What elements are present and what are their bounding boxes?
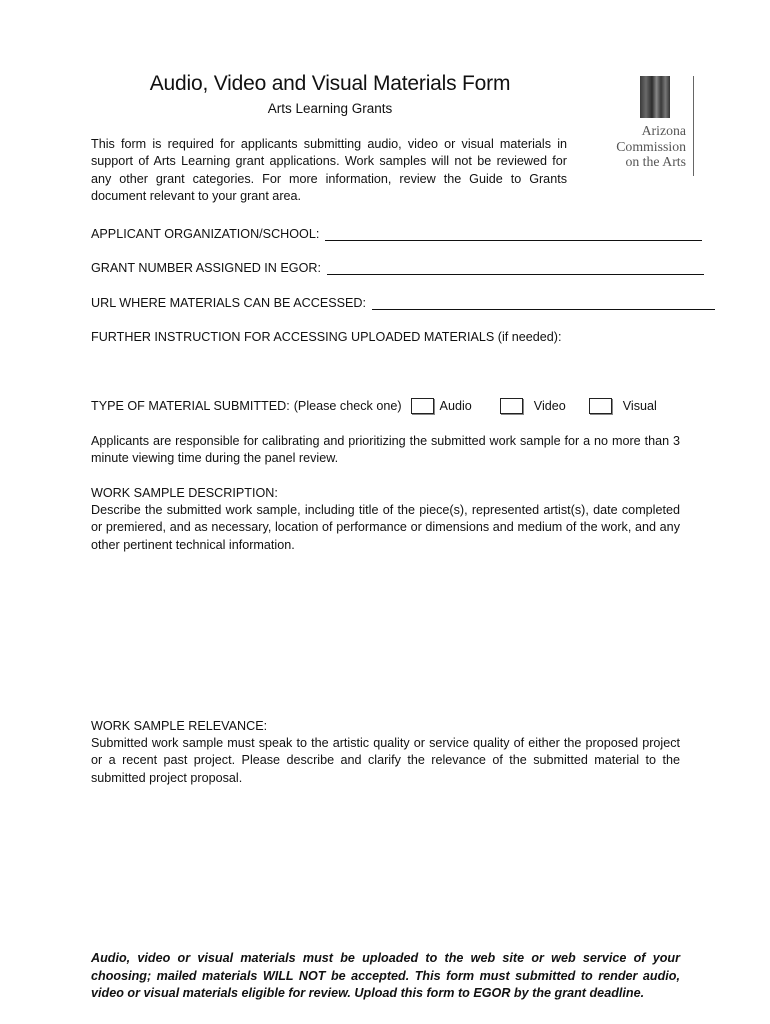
grant-number-input-line[interactable]	[327, 260, 704, 275]
relevance-heading: WORK SAMPLE RELEVANCE:	[91, 719, 268, 733]
description-heading: WORK SAMPLE DESCRIPTION:	[91, 486, 278, 500]
description-text: Describe the submitted work sample, including title of the piece(s), represented artist(s), date completed or premiered, and as necessary, location of performance or dimensions and medium of the work, and any other pertinent technical information.	[91, 503, 680, 552]
url-input-line[interactable]	[372, 295, 715, 310]
grant-number-field-row	[91, 260, 704, 275]
arizona-commission-logo	[600, 76, 696, 176]
visual-checkbox[interactable]	[589, 398, 612, 414]
form-title: Audio, Video and Visual Materials Form	[149, 72, 511, 95]
relevance-answer-area[interactable]	[91, 795, 680, 940]
material-type-label: TYPE OF MATERIAL SUBMITTED:	[91, 399, 290, 413]
audio-option-label: Audio	[439, 399, 472, 413]
intro-paragraph: This form is required for applicants submitting audio, video or visual materials in support of Arts Learning grant applications. Work samples will not be reviewed for any other grant categories. For more information, review the Guide to Grants document relevant to your grant area.	[91, 137, 567, 203]
grant-number-label: GRANT NUMBER ASSIGNED IN EGOR:	[91, 261, 321, 275]
description-answer-area[interactable]	[91, 560, 680, 710]
material-type-hint: (Please check one)	[293, 399, 402, 413]
organization-input-line[interactable]	[325, 226, 702, 241]
footer-notice: Audio, video or visual materials must be uploaded to the web site or web service of your choosing; mailed materials WILL NOT be accepted. This form must submitted to render audio, video or visual materials eligible for review. Upload this form to EGOR by the grant deadline.	[91, 951, 680, 1000]
relevance-text: Submitted work sample must speak to the artistic quality or service quality of either the proposed project or a recent past project. Please describe and clarify the relevance of the submitted material to the submitted project proposal.	[91, 736, 680, 785]
logo-text	[616, 123, 686, 170]
video-option-label: Video	[533, 399, 566, 413]
logo-line-1: Arizona	[641, 123, 686, 138]
visual-option-label: Visual	[622, 399, 657, 413]
form-subtitle: Arts Learning Grants	[267, 101, 393, 116]
logo-line-2: Commission	[616, 138, 686, 154]
url-field-row	[91, 295, 715, 310]
organization-field-row	[91, 226, 702, 241]
further-instruction-label: FURTHER INSTRUCTION FOR ACCESSING UPLOADED MATERIALS (if needed):	[91, 330, 562, 344]
video-checkbox[interactable]	[500, 398, 523, 414]
logo-graphic-icon	[640, 76, 670, 118]
material-type-row	[91, 398, 657, 414]
calibration-note: Applicants are responsible for calibrating and prioritizing the submitted work sample for a no more than 3 minute viewing time during the panel review.	[91, 434, 680, 466]
logo-divider	[693, 76, 694, 176]
organization-label: APPLICANT ORGANIZATION/SCHOOL:	[91, 227, 320, 241]
logo-line-3: on the Arts	[625, 154, 686, 169]
audio-checkbox[interactable]	[411, 398, 434, 414]
url-label: URL WHERE MATERIALS CAN BE ACCESSED:	[91, 296, 367, 310]
